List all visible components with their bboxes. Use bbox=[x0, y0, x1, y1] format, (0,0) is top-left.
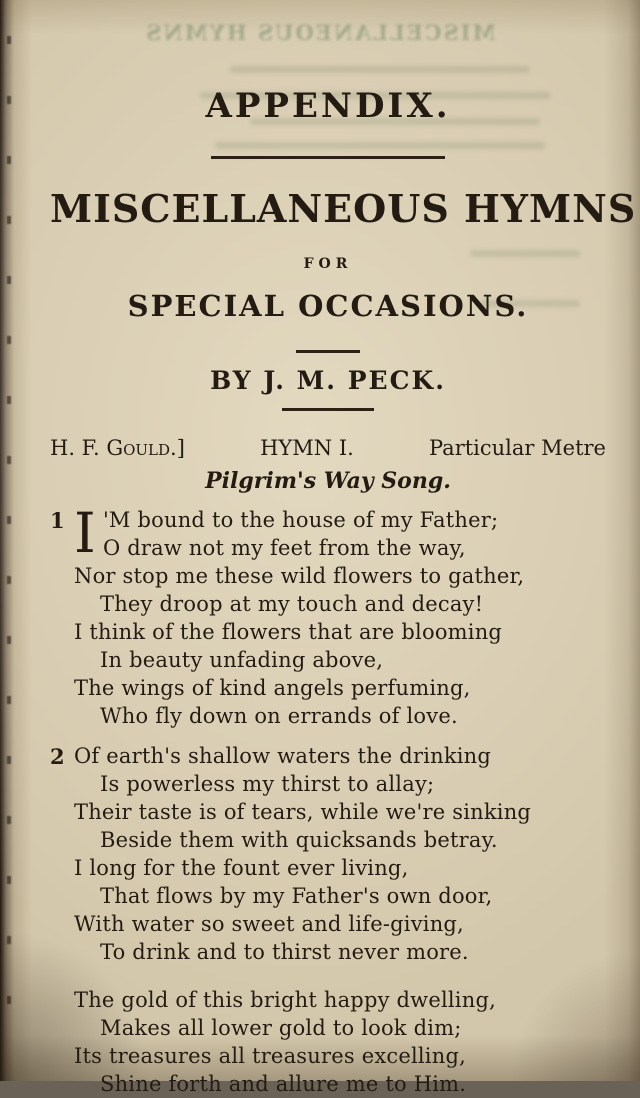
verse-line: Of earth's shallow waters the drinking bbox=[74, 744, 492, 768]
hymn-title: Pilgrim's Way Song. bbox=[205, 468, 451, 494]
hymn-header bbox=[50, 436, 606, 460]
verse-line: Shine forth and allure me to Him. bbox=[100, 1072, 467, 1096]
showthrough-title: MISCELLANEOUS HYMNS bbox=[144, 20, 496, 45]
verse-line: Who fly down on errands of love. bbox=[100, 704, 458, 728]
verse-line: The gold of this bright happy dwelling, bbox=[74, 988, 496, 1012]
verses bbox=[50, 501, 606, 1098]
hymn-number: HYMN I. bbox=[260, 436, 354, 460]
verse bbox=[50, 742, 606, 966]
verse-line: Beside them with quicksands betray. bbox=[100, 828, 498, 852]
verse-line: That flows by my Father's own door, bbox=[100, 884, 493, 908]
verse-line: I think of the flowers that are blooming bbox=[74, 620, 503, 644]
verse-line: To drink and to thirst never more. bbox=[100, 940, 469, 964]
verse bbox=[50, 501, 606, 730]
rule-divider bbox=[282, 408, 374, 411]
verse-line: In beauty unfading above, bbox=[100, 648, 384, 672]
verse-line: Its treasures all treasures excelling, bbox=[74, 1044, 466, 1068]
verse-line: I long for the fount ever living, bbox=[74, 856, 409, 880]
verse-line: With water so sweet and life-giving, bbox=[74, 912, 464, 936]
for-label: FOR bbox=[303, 256, 353, 272]
verse-line: Makes all lower gold to look dim; bbox=[100, 1016, 462, 1040]
verse-line: The wings of kind angels perfuming, bbox=[74, 676, 471, 700]
drop-cap: I bbox=[74, 501, 96, 565]
verse bbox=[50, 986, 606, 1098]
subtitle: SPECIAL OCCASIONS. bbox=[127, 289, 529, 323]
verse-line: Nor stop me these wild flowers to gather, bbox=[74, 564, 525, 588]
verse-line: O draw not my feet from the way, bbox=[102, 536, 466, 560]
verse-line: Is powerless my thirst to allay; bbox=[100, 772, 435, 796]
rule-divider bbox=[296, 350, 360, 353]
verse-line: 'M bound to the house of my Father; bbox=[102, 508, 499, 532]
hymn-attribution: H. F. Gould.] bbox=[50, 436, 185, 460]
verse-line: They droop at my touch and decay! bbox=[100, 592, 484, 616]
verse-number: 2 bbox=[50, 744, 65, 769]
main-title: MISCELLANEOUS HYMNS bbox=[50, 186, 637, 231]
verse-line: Their taste is of tears, while we're sinking bbox=[74, 800, 532, 824]
appendix-title: APPENDIX. bbox=[205, 86, 451, 126]
hymn-meter: Particular Metre bbox=[429, 436, 606, 460]
byline: BY J. M. PECK. bbox=[210, 366, 446, 395]
verse-number: 1 bbox=[50, 508, 65, 533]
rule-divider bbox=[211, 156, 445, 159]
